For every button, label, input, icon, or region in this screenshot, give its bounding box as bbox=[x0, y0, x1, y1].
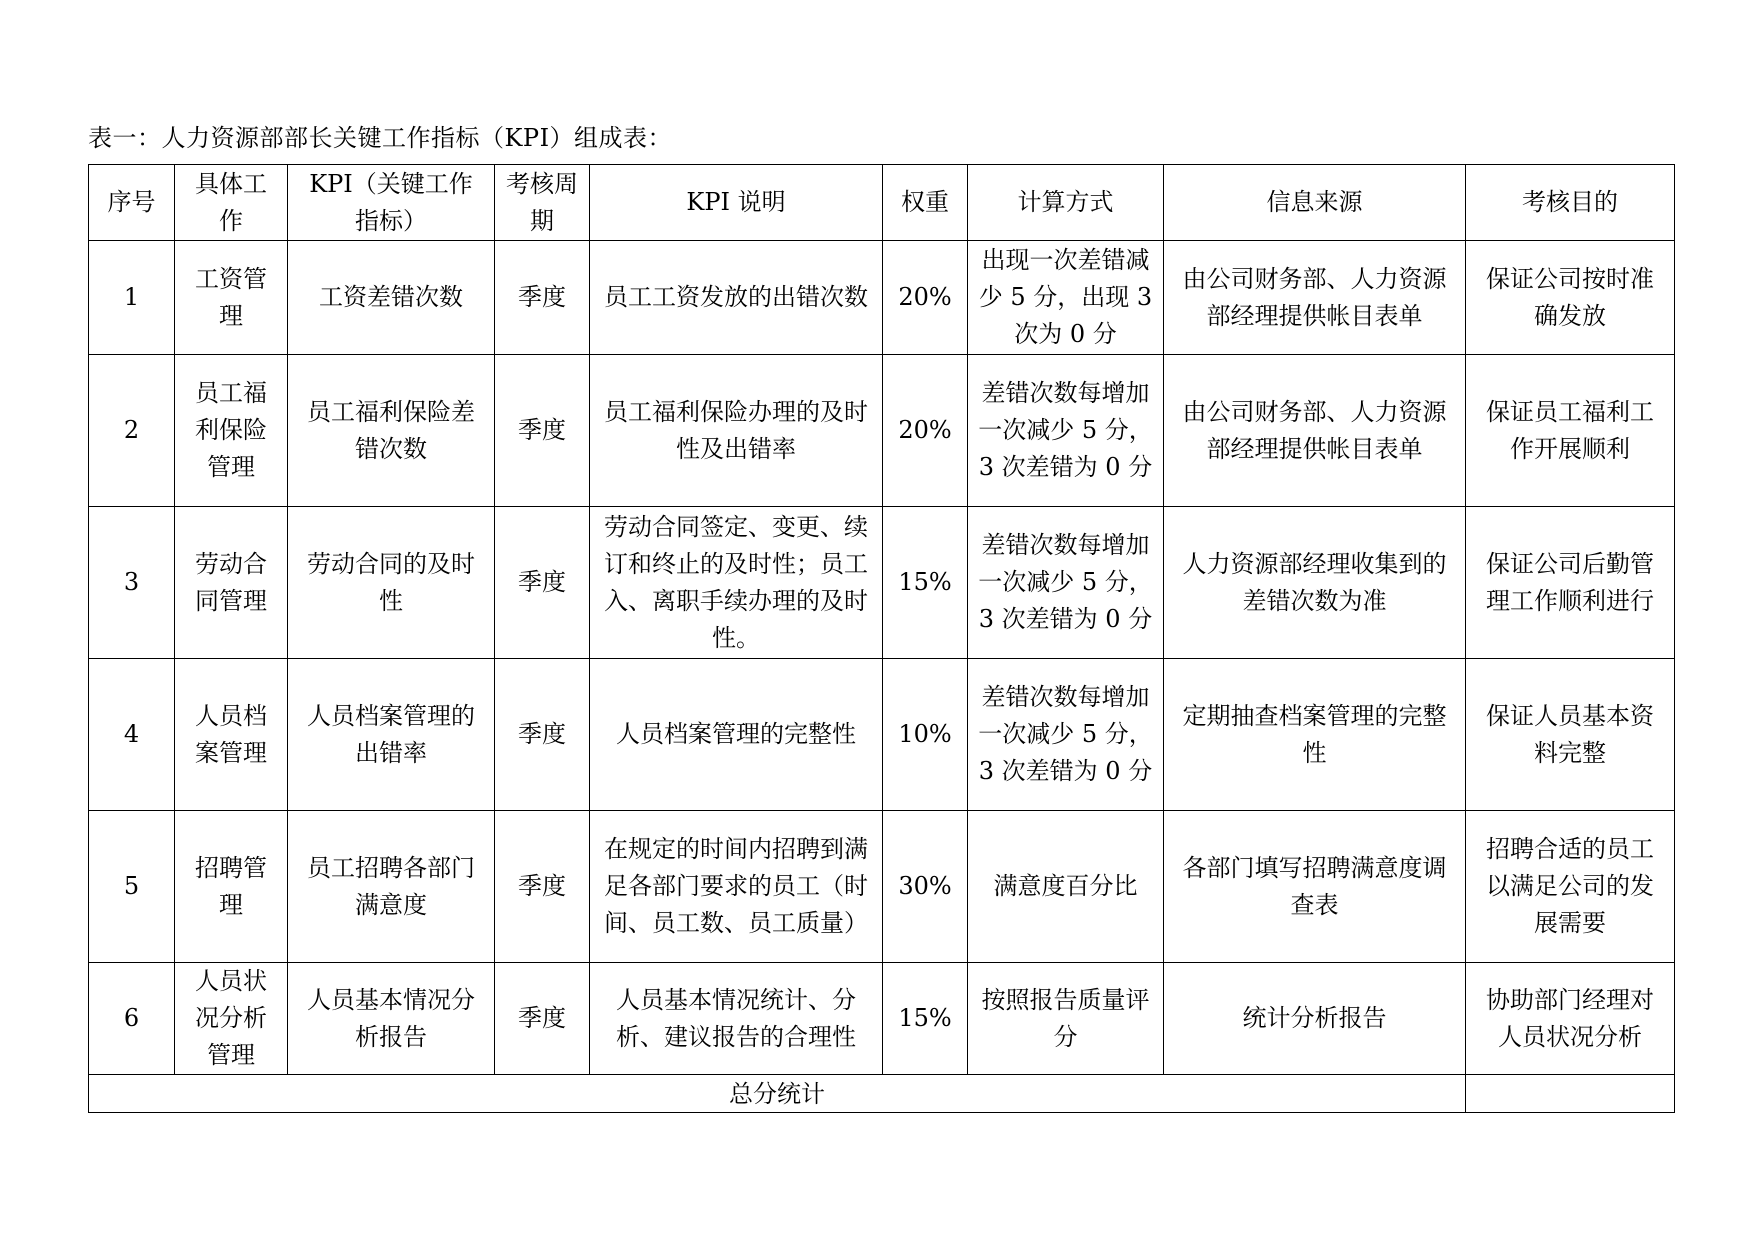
cell-work: 招聘管理 bbox=[175, 811, 288, 963]
cell-work: 工资管理 bbox=[175, 241, 288, 355]
cell-calc: 满意度百分比 bbox=[968, 811, 1164, 963]
cell-kpi: 人员档案管理的出错率 bbox=[288, 659, 495, 811]
header-calc: 计算方式 bbox=[968, 165, 1164, 241]
cell-weight: 10% bbox=[883, 659, 968, 811]
header-desc: KPI 说明 bbox=[590, 165, 883, 241]
header-seq: 序号 bbox=[89, 165, 175, 241]
cell-desc: 劳动合同签定、变更、续订和终止的及时性；员工入、离职手续办理的及时性。 bbox=[590, 507, 883, 659]
cell-period: 季度 bbox=[495, 507, 590, 659]
cell-calc: 差错次数每增加一次减少 5 分，3 次差错为 0 分 bbox=[968, 507, 1164, 659]
header-weight: 权重 bbox=[883, 165, 968, 241]
cell-work: 员工福利保险管理 bbox=[175, 355, 288, 507]
cell-kpi: 工资差错次数 bbox=[288, 241, 495, 355]
total-label: 总分统计 bbox=[89, 1075, 1466, 1113]
cell-seq: 5 bbox=[89, 811, 175, 963]
table-row bbox=[89, 811, 1675, 963]
header-goal: 考核目的 bbox=[1466, 165, 1675, 241]
cell-seq: 6 bbox=[89, 963, 175, 1075]
cell-source: 由公司财务部、人力资源部经理提供帐目表单 bbox=[1164, 355, 1466, 507]
table-row bbox=[89, 355, 1675, 507]
header-period: 考核周期 bbox=[495, 165, 590, 241]
cell-weight: 15% bbox=[883, 963, 968, 1075]
table-header-row bbox=[89, 165, 1675, 241]
table-row bbox=[89, 241, 1675, 355]
cell-seq: 1 bbox=[89, 241, 175, 355]
header-source: 信息来源 bbox=[1164, 165, 1466, 241]
cell-work: 人员档案管理 bbox=[175, 659, 288, 811]
cell-goal: 保证人员基本资料完整 bbox=[1466, 659, 1675, 811]
document-title: 表一：人力资源部部长关键工作指标（KPI）组成表： bbox=[88, 124, 673, 152]
cell-goal: 保证公司后勤管理工作顺利进行 bbox=[1466, 507, 1675, 659]
total-value bbox=[1466, 1075, 1675, 1113]
header-work: 具体工作 bbox=[175, 165, 288, 241]
cell-period: 季度 bbox=[495, 355, 590, 507]
cell-desc: 在规定的时间内招聘到满足各部门要求的员工（时间、员工数、员工质量） bbox=[590, 811, 883, 963]
cell-work: 劳动合同管理 bbox=[175, 507, 288, 659]
cell-goal: 协助部门经理对人员状况分析 bbox=[1466, 963, 1675, 1075]
cell-period: 季度 bbox=[495, 963, 590, 1075]
cell-calc: 差错次数每增加一次减少 5 分，3 次差错为 0 分 bbox=[968, 355, 1164, 507]
cell-kpi: 劳动合同的及时性 bbox=[288, 507, 495, 659]
cell-calc: 差错次数每增加一次减少 5 分，3 次差错为 0 分 bbox=[968, 659, 1164, 811]
cell-work: 人员状况分析管理 bbox=[175, 963, 288, 1075]
cell-period: 季度 bbox=[495, 811, 590, 963]
cell-kpi: 员工福利保险差错次数 bbox=[288, 355, 495, 507]
cell-goal: 保证公司按时准确发放 bbox=[1466, 241, 1675, 355]
cell-weight: 15% bbox=[883, 507, 968, 659]
cell-kpi: 人员基本情况分析报告 bbox=[288, 963, 495, 1075]
cell-source: 人力资源部经理收集到的差错次数为准 bbox=[1164, 507, 1466, 659]
cell-goal: 保证员工福利工作开展顺利 bbox=[1466, 355, 1675, 507]
cell-calc: 按照报告质量评分 bbox=[968, 963, 1164, 1075]
table-row bbox=[89, 659, 1675, 811]
table-row bbox=[89, 963, 1675, 1075]
cell-source: 各部门填写招聘满意度调查表 bbox=[1164, 811, 1466, 963]
cell-kpi: 员工招聘各部门满意度 bbox=[288, 811, 495, 963]
cell-period: 季度 bbox=[495, 241, 590, 355]
header-kpi: KPI（关键工作指标） bbox=[288, 165, 495, 241]
cell-desc: 员工福利保险办理的及时性及出错率 bbox=[590, 355, 883, 507]
cell-source: 统计分析报告 bbox=[1164, 963, 1466, 1075]
cell-period: 季度 bbox=[495, 659, 590, 811]
cell-source: 定期抽查档案管理的完整性 bbox=[1164, 659, 1466, 811]
total-row bbox=[89, 1075, 1675, 1113]
cell-calc: 出现一次差错减少 5 分，出现 3 次为 0 分 bbox=[968, 241, 1164, 355]
cell-weight: 30% bbox=[883, 811, 968, 963]
kpi-table bbox=[88, 164, 1675, 1113]
table-row bbox=[89, 507, 1675, 659]
cell-weight: 20% bbox=[883, 241, 968, 355]
cell-source: 由公司财务部、人力资源部经理提供帐目表单 bbox=[1164, 241, 1466, 355]
cell-desc: 员工工资发放的出错次数 bbox=[590, 241, 883, 355]
cell-seq: 2 bbox=[89, 355, 175, 507]
cell-desc: 人员档案管理的完整性 bbox=[590, 659, 883, 811]
cell-seq: 3 bbox=[89, 507, 175, 659]
cell-weight: 20% bbox=[883, 355, 968, 507]
cell-desc: 人员基本情况统计、分析、建议报告的合理性 bbox=[590, 963, 883, 1075]
cell-goal: 招聘合适的员工以满足公司的发展需要 bbox=[1466, 811, 1675, 963]
cell-seq: 4 bbox=[89, 659, 175, 811]
